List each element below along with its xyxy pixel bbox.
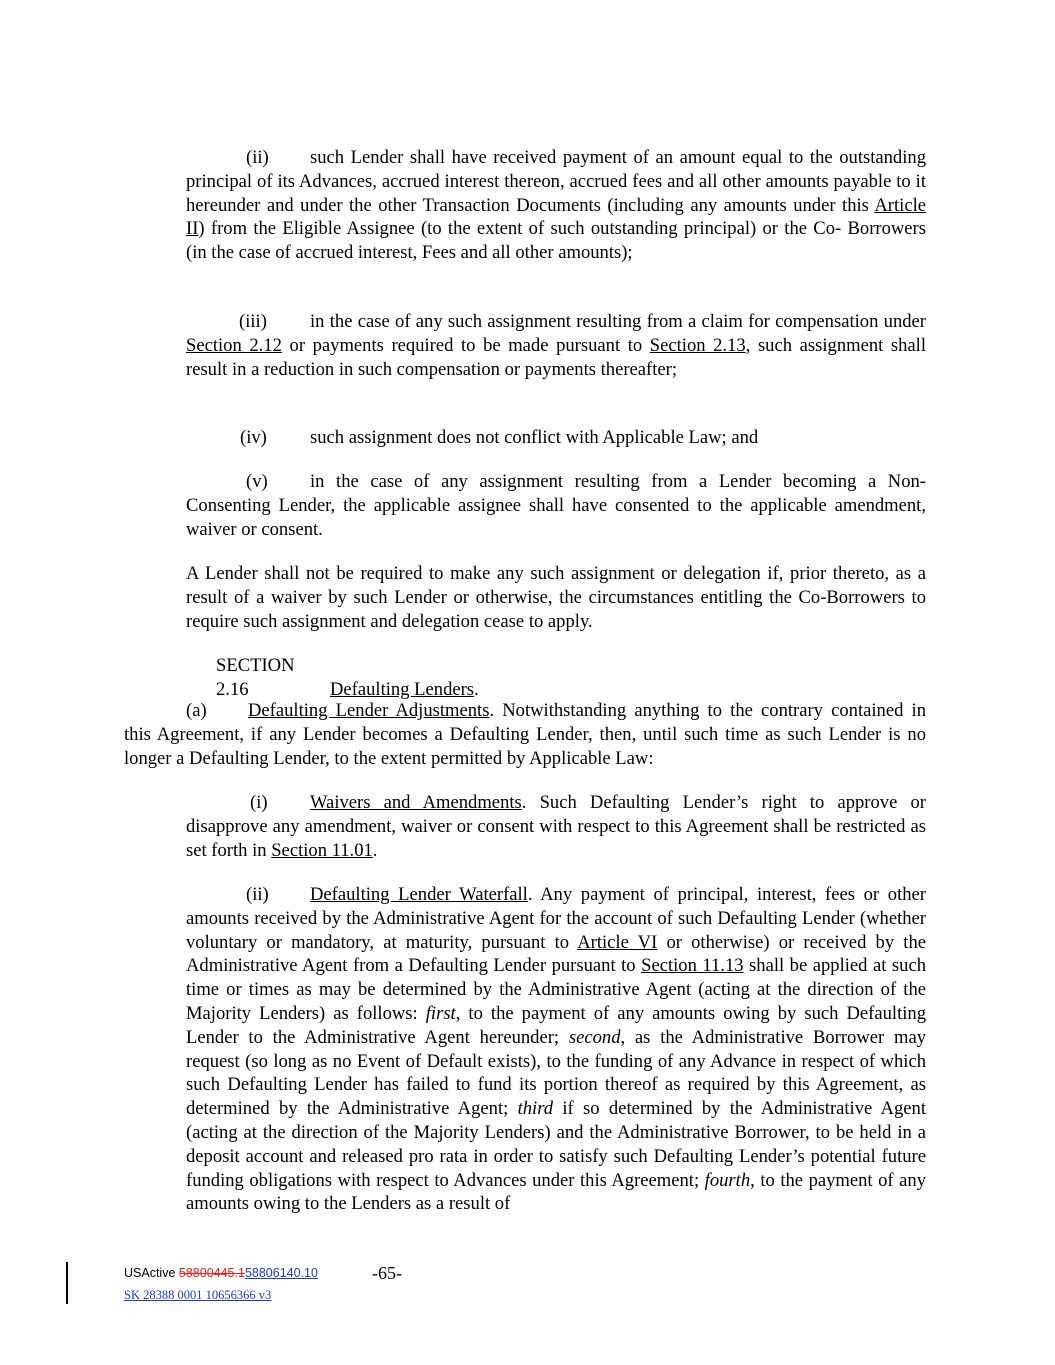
clause-number: (a) bbox=[186, 700, 207, 721]
clause-a-i-paragraph: (i) Waivers and Amendments. Such Defaulting Lender’s right to approve or disapprove any amendment, waiver or consent with respect to this Agreement shall be restricted as set forth in Section 11.01. bbox=[186, 792, 926, 861]
section-11-01-link[interactable]: Section 11.01 bbox=[271, 839, 373, 861]
clause-iv-paragraph: (iv) such assignment does not conflict with Applicable Law; and bbox=[240, 427, 759, 448]
section-number: SECTION 2.16 bbox=[216, 655, 295, 700]
article-vi-link[interactable]: Article VI bbox=[577, 931, 658, 953]
clause-ii-paragraph: (ii) such Lender shall have received payment of an amount equal to the outstanding principal of its Advances, accrued interest thereon, accrued fees and all other amounts payable to it hereunder and under the other Transaction Documents (including any amounts under this Article II) from the Eligible Assignee (to the extent of such outstanding principal) or the Co- Borrowers (in the case of accrued interest, Fees and all other amounts); bbox=[186, 147, 926, 264]
inserted-doc-id: 58806140.10 bbox=[244, 1266, 318, 1280]
footer-doc-id: SK 28388 0001 10656366 v3 bbox=[124, 1288, 272, 1302]
section-heading: SECTION 2.16 Defaulting Lenders. bbox=[216, 655, 479, 700]
deleted-doc-id: 58800445.1 bbox=[178, 1266, 245, 1280]
clause-a-ii-paragraph: (ii) Defaulting Lender Waterfall. Any payment of principal, interest, fees or other amounts received by the Administrative Agent for the account of such Defaulting Lender (whether voluntary or mandatory, at maturity, pursuant to Article VI or otherwise) or received by the Administrative Agent from a Defaulting Lender pursuant to Section 11.13 shall be applied at such time or times as may be determined by the Administrative Agent (acting at the direction of the Majority Lenders) as follows: first, to the payment of any amounts owing by such Defaulting Lender to the Administrative Agent hereunder; second, as the Administrative Borrower may request (so long as no Event of Default exists), to the funding of any Advance in respect of which such Defaulting Lender has failed to fund its portion thereof as required by this Agreement, as determined by the Administrative Agent; third if so determined by the Administrative Agent (acting at the direction of the Majority Lenders) and the Administrative Borrower, to be held in a deposit account and released pro rata in order to satisfy such Defaulting Lender’s potential future funding obligations with respect to Advances under this Agreement; fourth, to the payment of any amounts owing to the Lenders as a result of bbox=[186, 884, 927, 1215]
clause-title: Defaulting Lender Waterfall bbox=[310, 884, 528, 905]
page-number: -65- bbox=[372, 1263, 402, 1283]
lender-not-required-paragraph: A Lender shall not be required to make any such assignment or delegation if, prior thereto, as a result of a waiver by such Lender or otherwise, the circumstances entitling the Co-Borrowers to require such assignment and delegation cease to apply. bbox=[186, 563, 926, 632]
clause-title: Defaulting Lender Adjustments bbox=[248, 700, 490, 721]
clause-title: Waivers and Amendments bbox=[310, 792, 522, 813]
clause-a-paragraph: (a) Defaulting Lender Adjustments. Notwithstanding anything to the contrary contained in this Agreement, if any Lender becomes a Defaulting Lender, then, until such time as such Lender is no longer a Defaulting Lender, to the extent permitted by Applicable Law: bbox=[124, 700, 927, 769]
clause-iii-paragraph: (iii) in the case of any such assignment resulting from a claim for compensation under Section 2.12 or payments required to be made pursuant to Section 2.13, such assignment shall result in a reduction in such compensation or payments thereafter; bbox=[186, 311, 927, 380]
clause-number: (iv) bbox=[240, 427, 267, 448]
clause-number: (ii) bbox=[246, 147, 269, 168]
clause-number: (ii) bbox=[246, 884, 269, 905]
article-ii-link[interactable]: Article II bbox=[186, 194, 926, 240]
clause-number: (v) bbox=[246, 471, 268, 492]
section-2-13-link[interactable]: Section 2.13 bbox=[649, 334, 746, 356]
footer-doc-version: USActive 58800445.158806140.10 bbox=[124, 1266, 318, 1280]
clause-number: (iii) bbox=[239, 311, 267, 332]
section-11-13-link[interactable]: Section 11.13 bbox=[641, 955, 744, 977]
section-2-12-link[interactable]: Section 2.12 bbox=[186, 334, 282, 356]
section-title: Defaulting Lenders bbox=[330, 678, 475, 700]
clause-v-paragraph: (v) in the case of any assignment resulting from a Lender becoming a Non-Consenting Lender, the applicable assignee shall have consented to the applicable amendment, waiver or consent. bbox=[186, 471, 926, 540]
clause-number: (i) bbox=[250, 792, 268, 813]
change-bar bbox=[66, 1262, 68, 1304]
